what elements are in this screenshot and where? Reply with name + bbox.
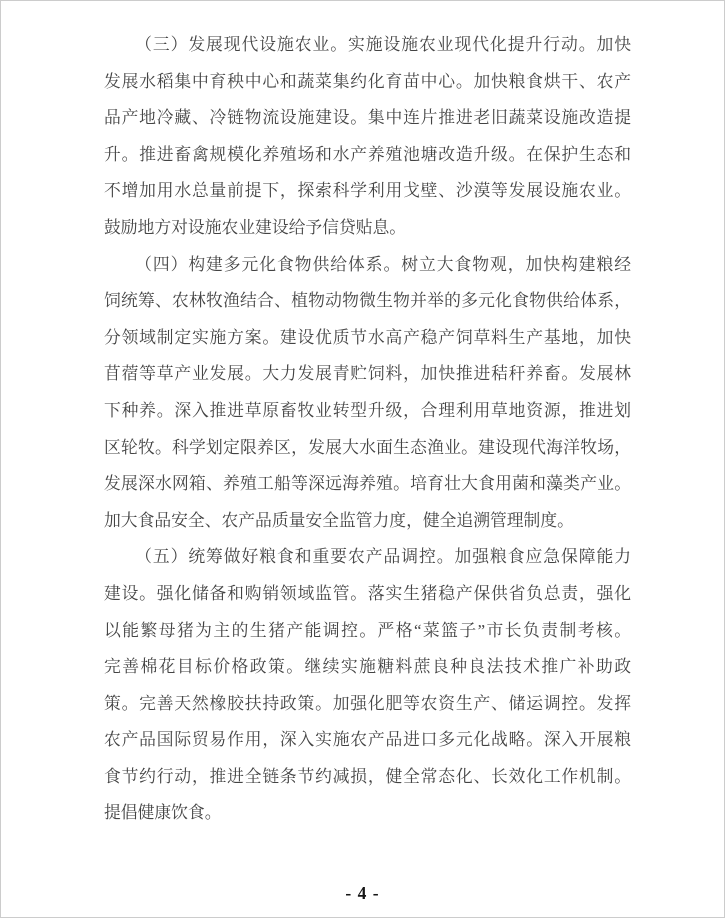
- text-line: 食节约行动，推进全链条节约减损，健全常态化、长效化工作机制。: [104, 766, 631, 786]
- text-line: 区轮牧。科学划定限养区，发展大水面生态渔业。建设现代海洋牧场，: [104, 437, 631, 457]
- text-line: 建设。强化储备和购销领域监管。落实生猪稳产保供省负总责，强化: [104, 583, 631, 603]
- text-line: 发展深水网箱、养殖工船等深远海养殖。培育壮大食用菌和藻类产业。: [104, 474, 631, 494]
- text-line: （五）统筹做好粮食和重要农产品调控。加强粮食应急保障能力: [135, 547, 631, 567]
- text-line: 策。完善天然橡胶扶持政策。加强化肥等农资生产、储运调控。发挥: [104, 693, 631, 713]
- text-line: 升。推进畜禽规模化养殖场和水产养殖池塘改造升级。在保护生态和: [104, 144, 631, 164]
- text-line: 品产地冷藏、冷链物流设施建设。集中连片推进老旧蔬菜设施改造提: [104, 108, 631, 128]
- paragraph-4-diversified-food-supply: [104, 247, 631, 540]
- text-line: 不增加用水总量前提下，探索科学利用戈壁、沙漠等发展设施农业。: [104, 181, 631, 201]
- text-line: 下种养。深入推进草原畜牧业转型升级，合理利用草地资源，推进划: [104, 400, 631, 420]
- text-line: 提倡健康饮食。: [104, 803, 222, 823]
- text-line: 发展水稻集中育秧中心和蔬菜集约化育苗中心。加快粮食烘干、农产: [104, 71, 631, 91]
- text-line: 农产品国际贸易作用，深入实施农产品进口多元化战略。深入开展粮: [104, 730, 631, 750]
- paragraph-3-facility-agriculture: [104, 27, 631, 247]
- text-line: （四）构建多元化食物供给体系。树立大食物观，加快构建粮经: [135, 254, 631, 274]
- text-line: 鼓励地方对设施农业建设给予信贷贴息。: [104, 217, 407, 237]
- text-line: 饲统筹、农林牧渔结合、植物动物微生物并举的多元化食物供给体系，: [104, 291, 631, 311]
- text-line: （三）发展现代设施农业。实施设施农业现代化提升行动。加快: [135, 35, 631, 54]
- document-body: [104, 27, 631, 832]
- paragraph-5-grain-and-products-regulation: [104, 539, 631, 832]
- text-line: 加大食品安全、农产品质量安全监管力度，健全追溯管理制度。: [104, 510, 574, 530]
- text-line: 以能繁母猪为主的生猪产能调控。严格“菜篮子”市长负责制考核。: [104, 620, 631, 640]
- text-line: 完善棉花目标价格政策。继续实施糖料蔗良种良法技术推广补助政: [104, 657, 631, 677]
- text-line: 分领域制定实施方案。建设优质节水高产稳产饲草料生产基地，加快: [104, 327, 631, 347]
- page-number: - 4 -: [345, 883, 380, 903]
- text-line: 苜蓿等草产业发展。大力发展青贮饲料，加快推进秸秆养畜。发展林: [104, 364, 631, 384]
